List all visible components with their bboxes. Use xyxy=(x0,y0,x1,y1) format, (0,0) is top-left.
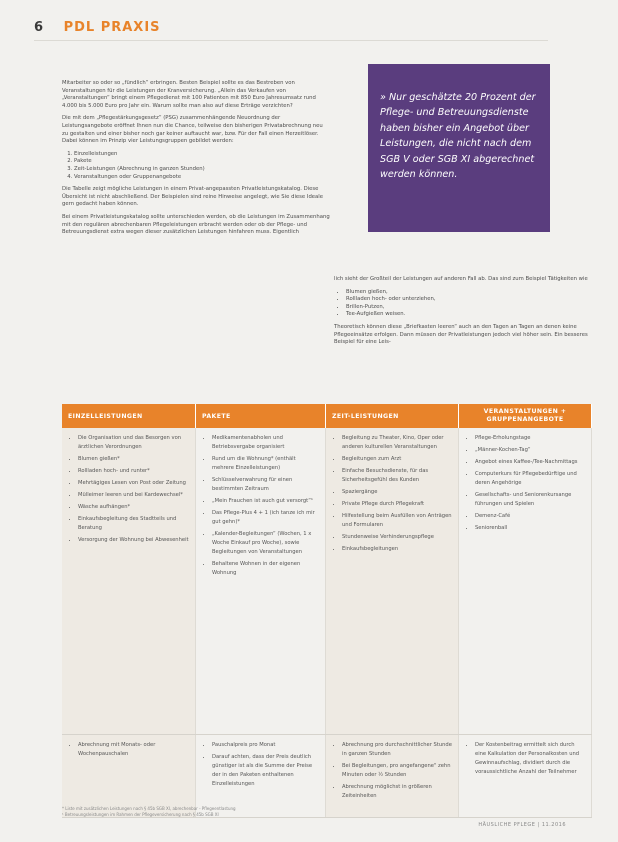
cell-item: • „Kalender-Begleitungen“ (Wochen, 1 x Woche Einkauf pro Woche), sowie Begleitungen von Veranstaltungen xyxy=(212,530,319,557)
cell-list xyxy=(68,741,189,759)
cell-item: • Abrechnung mit Monats- oder Wochenpauschalen xyxy=(78,741,189,759)
table-cell xyxy=(459,735,592,817)
cell-item: • Rund um die Wohnung* (enthält mehrere Einzelleistungen) xyxy=(212,455,319,473)
cell-item: • Der Kostenbeitrag ermittelt sich durch eine Kalkulation der Personalkosten und Gewinnaufschlag, dividiert durch die voraussichtliche Anzahl der Teilnehmer xyxy=(475,741,585,777)
left-paragraph-4: Bei einem Privatleistungskatalog sollte unterschieden werden, ob die Leistungen im Zusammenhang mit den regulären abrechenbaren Pflegeleistungen erbracht werden oder ob der Pflege- und Betreuungsdienst extra wegen dieser zusätzlichen Leistungen hinfahren muss. Eigentlich xyxy=(62,213,330,236)
header-rule xyxy=(34,40,548,41)
cell-item: • „Männer-Kochen-Tag“ xyxy=(475,446,585,455)
cell-item: • Pauschalpreis pro Monat xyxy=(212,741,319,750)
cell-item: • Behaltene Wohnen in der eigenen Wohnung xyxy=(212,560,319,578)
cell-item: • Demenz-Café xyxy=(475,512,585,521)
cell-list xyxy=(465,434,585,533)
cell-item: • Hilfestellung beim Ausfüllen von Anträgen und Formularen xyxy=(342,512,452,530)
cell-item: • Bei Begleitungen, pro angefangene" zehn Minuten oder ½ Stunden xyxy=(342,762,452,780)
cell-item: • Begleitungen zum Arzt xyxy=(342,455,452,464)
cell-list xyxy=(68,434,189,545)
column-header-zeit-leistungen: ZEIT-LEISTUNGEN xyxy=(326,404,459,428)
left-paragraph-1: Mitarbeiter so oder so „fündlich“ erbringen. Besten Beispiel sollte es das Bestreben von Veranstaltungen für die Leistungen der Kranversicherung. „Allein das Verkaufen von „Veranstaltungen“ bringt einem Pflegedienst mit 100 Patienten mit 850 Euro Jahresumsatz rund 4.000 bis 5.000 Euro pro Jahr ein. Warum sollte man also auf diese Erträge verzichten? xyxy=(62,80,316,109)
cell-item: • Die Organisation und das Besorgen von ärztlichen Verordnungen xyxy=(78,434,189,452)
table-row xyxy=(62,428,592,735)
list-item: • Tee-Aufgießen weisen. xyxy=(346,311,592,319)
cell-item: • Angebot eines Kaffee-/Tee-Nachmittags xyxy=(475,458,585,467)
left-paragraph-2: Die mit dem „Pflegestärkungsgesetz“ (PSG) zusammenhängende Neuordnung der Leistungsangebote eröffnet Ihnen nun die Chance, teilweise den bisherigen Privatabrechnung neu zu gestalten und einer bisher noch gar keiner auftaucht war, bzw. Für der Fall einen Herzeitlöser. Dabei können im Prinzip vier Leistungsgruppen gebildet werden: xyxy=(62,115,323,145)
footnote: ¹ Betreuungsleistungen im Rahmen der Pflegeversicherung nach § 45b SGB XI xyxy=(62,812,219,817)
section-title: PDL PRAXIS xyxy=(63,20,161,35)
cell-item: • Das Pflege-Plus 4 + 1 (ich tanze ich mir gut gehn)* xyxy=(212,509,319,527)
cell-item: • Mehrtägiges Lesen von Post oder Zeitung xyxy=(78,479,189,488)
table-cell xyxy=(326,428,459,734)
left-paragraph-3: Die Tabelle zeigt mögliche Leistungen in einem Privat-angepassten Privatleistungskatalog. Diese Übersicht ist nicht abschließend. Der Beispielen sind reine Hinweise angelegt, wie Sie diese Ideale gern gedacht haben können. xyxy=(62,186,324,208)
cell-list xyxy=(202,741,319,789)
table-header xyxy=(62,404,592,428)
page-header xyxy=(34,20,161,35)
cell-item: • Versorgung der Wohnung bei Abwesenheit xyxy=(78,536,189,545)
cell-item: • Seniorenball xyxy=(475,524,585,533)
page-number: 6 xyxy=(34,20,45,35)
list-item: 2. Pakete xyxy=(74,158,330,166)
footnotes xyxy=(62,806,236,818)
cell-item: • Schlüsselverwahrung für einen bestimmten Zeitraum xyxy=(212,476,319,494)
table-cell xyxy=(62,428,196,734)
cell-item: • Rollladen hoch- und runter* xyxy=(78,467,189,476)
taetigkeiten-list xyxy=(334,289,592,319)
cell-item: • Einkaufsbegleitung des Stadtteils und Beratung xyxy=(78,515,189,533)
table-cell xyxy=(326,735,459,817)
cell-item: • Computerkurs für Pflegebedürftige und deren Angehörige xyxy=(475,470,585,488)
cell-item: • Private Pflege durch Pflegekraft xyxy=(342,500,452,509)
cell-item: • Begleitung zu Theater, Kino, Oper oder anderen kulturellen Veranstaltungen xyxy=(342,434,452,452)
leistungsgruppen-list xyxy=(62,151,330,181)
cell-item: • Pflege-Erholungstage xyxy=(475,434,585,443)
cell-item: • Abrechnung pro durchschnittlicher Stunde in ganzen Stunden xyxy=(342,741,452,759)
list-item: • Brillen-Putzen, xyxy=(346,304,592,312)
cell-list xyxy=(332,434,452,554)
cell-item: • Einfache Besuchsdienste, für das Sicherheitsgefühl des Kunden xyxy=(342,467,452,485)
cell-item: • Mülleimer leeren und bei Kardewechsel* xyxy=(78,491,189,500)
cell-item: • Medikamentenabholen und Betriebsvergabe organisiert xyxy=(212,434,319,452)
column-header-pakete: PAKETE xyxy=(196,404,326,428)
cell-item: • Stundenweise Verhinderungspflege xyxy=(342,533,452,542)
table-cell xyxy=(459,428,592,734)
cell-list xyxy=(332,741,452,801)
list-item: 4. Veranstaltungen oder Gruppenangebote xyxy=(74,174,330,182)
cell-item: • Darauf achten, dass der Preis deutlich günstiger ist als die Summe der Preise der in den Paketen enthaltenen Einzelleistungen xyxy=(212,753,319,789)
cell-item: • Spaziergänge xyxy=(342,488,452,497)
cell-item: • Wäsche aufhängen* xyxy=(78,503,189,512)
list-item: • Blumen gießen, xyxy=(346,289,592,297)
footnote: * Liste mit zusätzlichen Leistungen nach § 45b SGB XI, abrechenbar - Pflegeentlastung xyxy=(62,806,236,811)
column-header-einzelleistungen: EINZELLEISTUNGEN xyxy=(62,404,196,428)
cell-list xyxy=(465,741,585,777)
cell-item: • Einkaufsbegleitungen xyxy=(342,545,452,554)
cell-item: • Abrechnung möglichst in größeren Zeiteinheiten xyxy=(342,783,452,801)
cell-item: • Blumen gießen* xyxy=(78,455,189,464)
cell-item: • Gesellschafts- und Seniorenkursange führungen und Spielen xyxy=(475,491,585,509)
pull-quote: » Nur geschätzte 20 Prozent der Pflege- und Betreuungsdienste haben bisher ein Angebot über Leistungen, die nicht nach dem SGB V oder SGB XI abgerechnet werden können. xyxy=(368,64,550,232)
table-cell xyxy=(196,428,326,734)
cell-list xyxy=(202,434,319,578)
left-column xyxy=(62,80,330,242)
list-item: • Rollladen hoch- oder unterziehen, xyxy=(346,296,592,304)
page-footer: HÄUSLICHE PFLEGE | 11.2016 xyxy=(478,822,566,828)
right-paragraph-1: lich sieht der Großteil der Leistungen auf anderen Fall ab. Das sind zum Beispiel Tätigkeiten wie xyxy=(334,276,588,282)
table-cell xyxy=(62,735,196,817)
right-paragraph-2: Theoretisch können diese „Briefkasten leeren“ auch an den Tagen an Tagen an denen keine Pflegeeinsätze erfolgen. Dann müssen der Privatleistungen jedoch viel höher sein. Ein besseres Beispiel für eine Leis- xyxy=(334,323,588,346)
list-item: 1. Einzelleistungen xyxy=(74,151,330,159)
list-item: 3. Zeit-Leistungen (Abrechnung in ganzen Stunden) xyxy=(74,166,330,174)
table-cell xyxy=(196,735,326,817)
right-column xyxy=(334,276,592,352)
column-header-veranstaltungen: VERANSTALTUNGEN + GRUPPENANGEBOTE xyxy=(459,404,592,428)
leistungen-table xyxy=(62,404,592,818)
cell-item: • „Mein Frauchen ist auch gut versorgt“¹ xyxy=(212,497,319,506)
